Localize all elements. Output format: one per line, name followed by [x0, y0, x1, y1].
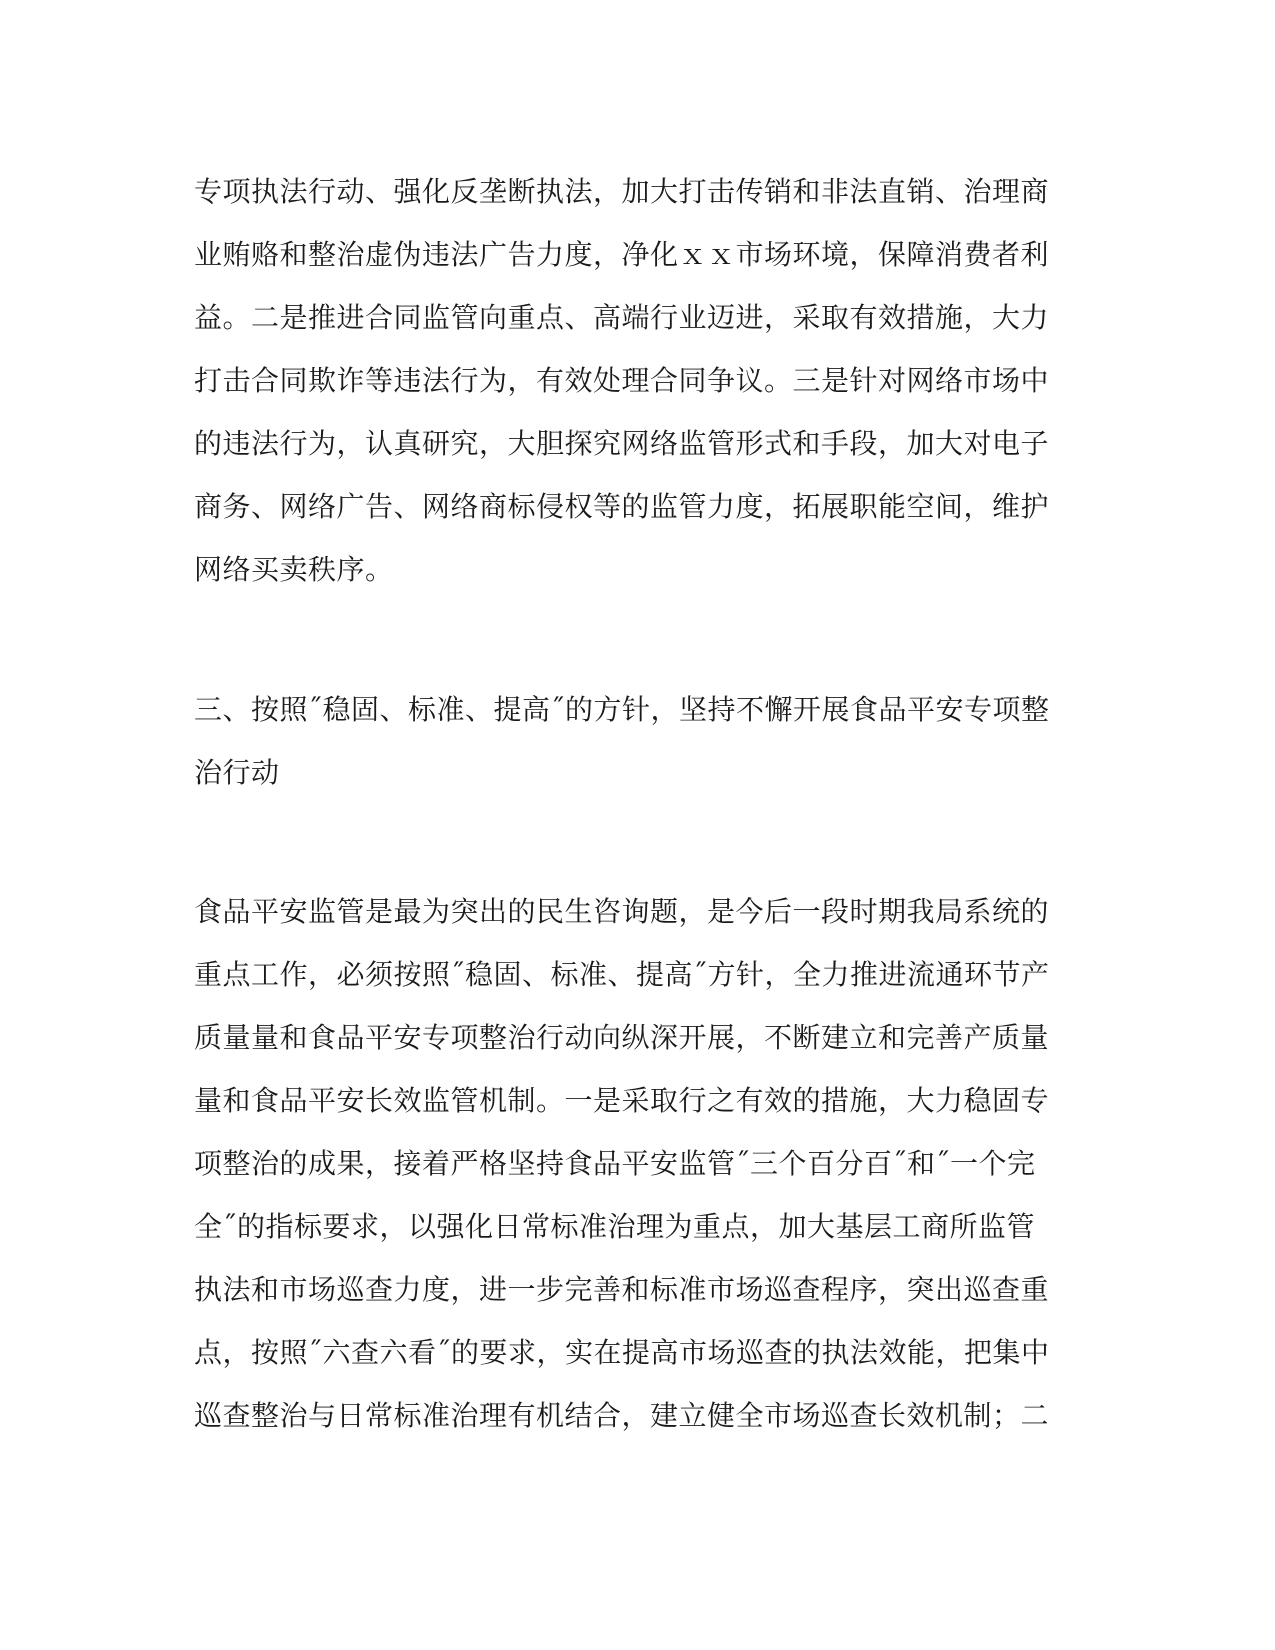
text-line: 巡查整治与日常标准治理有机结合，建立健全市场巡查长效机制；二 — [194, 1399, 1050, 1432]
text-line: 的违法行为，认真研究，大胆探究网络监管形式和手段，加大对电子 — [194, 427, 1050, 460]
text-line: 全˝的指标要求，以强化日常标准治理为重点，加大基层工商所监管 — [194, 1210, 1036, 1243]
text-line: 质量量和食品平安专项整治行动向纵深开展，不断建立和完善产质量 — [194, 1021, 1050, 1054]
section-heading-food-safety — [194, 678, 1064, 804]
text-line: 执法和市场巡查力度，进一步完善和标准市场巡查程序，突出巡查重 — [194, 1273, 1050, 1306]
text-line: 业贿赂和整治虚伪违法广告力度，净化ｘｘ市场环境，保障消费者利 — [194, 238, 1050, 271]
text-line: 点，按照˝六查六看˝的要求，实在提高市场巡查的执法效能，把集中 — [194, 1336, 1050, 1369]
text-line: 食品平安监管是最为突出的民生咨询题，是今后一段时期我局系统的 — [194, 895, 1050, 928]
paragraph-food-safety-supervision — [194, 880, 1064, 1447]
text-line: 量和食品平安长效监管机制。一是采取行之有效的措施，大力稳固专 — [194, 1084, 1050, 1117]
text-line: 打击合同欺诈等违法行为，有效处理合同争议。三是针对网络市场中 — [194, 364, 1050, 397]
paragraph-market-enforcement — [194, 160, 1064, 601]
text-line: 网络买卖秩序。 — [194, 553, 394, 586]
text-line: 益。二是推进合同监管向重点、高端行业迈进，采取有效措施，大力 — [194, 301, 1050, 334]
heading-line: 三、按照˝稳固、标准、提高˝的方针，坚持不懈开展食品平安专项整 — [194, 693, 1050, 726]
heading-line: 治行动 — [194, 756, 280, 789]
text-line: 商务、网络广告、网络商标侵权等的监管力度，拓展职能空间，维护 — [194, 490, 1050, 523]
text-line: 项整治的成果，接着严格坚持食品平安监管˝三个百分百˝和˝一个完 — [194, 1147, 1036, 1180]
text-line: 重点工作，必须按照˝稳固、标准、提高˝方针，全力推进流通环节产 — [194, 958, 1050, 991]
text-line: 专项执法行动、强化反垄断执法，加大打击传销和非法直销、治理商 — [194, 175, 1050, 208]
